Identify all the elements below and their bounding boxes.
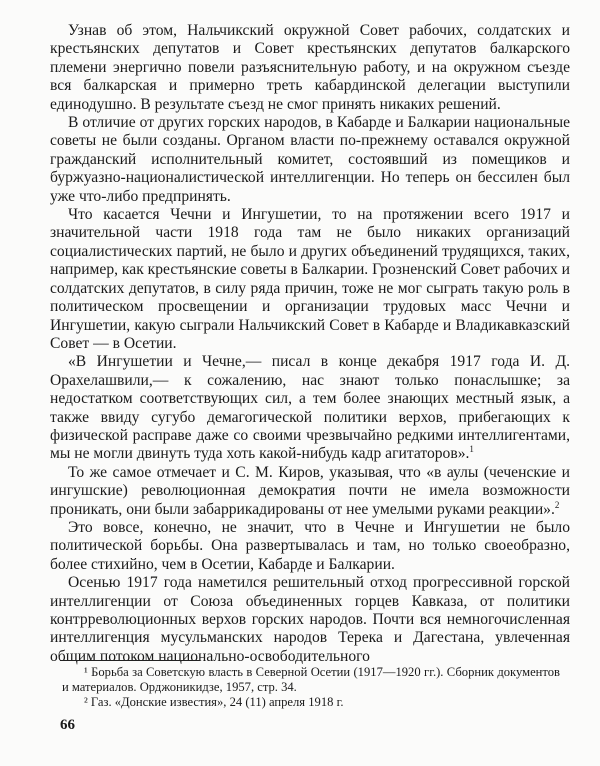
- page-number: 66: [60, 717, 75, 733]
- main-text: [50, 22, 570, 666]
- paragraph-text: «В Ингушетии и Чечне,— писал в конце декабря 1917 года И. Д. Орахелашвили,— к сожалению, нас знают только понаслышке; за недостатком соответствующих сил, а тем более знающих местный язык, а также ввиду сугубо демагогической политики верхов, прибегающих к физической расправе даже со своими чрезвычайно редкими интеллигентами, мы не могли двинуть туда хоть какой-нибудь кадр агитаторов».: [50, 353, 570, 463]
- footnote-mark: 2: [554, 499, 560, 510]
- paragraph: Это вовсе, конечно, не значит, что в Чечне и Ингушетии не было политической борьбы. Она развертывалась и там, но только своеобразно, более стихийно, чем в Осетии, Кабарде и Балкарии.: [50, 518, 570, 573]
- paragraph-with-note-2: [50, 464, 570, 519]
- footnote: ¹ Борьба за Советскую власть в Северной Осетии (1917—1920 гг.). Сборник документов и материалов. Орджоникидзе, 1957, стр. 34.: [62, 665, 560, 694]
- footnotes: [62, 665, 560, 710]
- paragraph: В отличие от других горских народов, в Кабарде и Балкарии национальные советы не были созданы. Органом власти по-прежнему оставался окружной гражданский исполнительный комитет, состоявший из помещиков и буржуазно-националистической интеллигенции. Но теперь он бессилен был уже что-либо предпринять.: [50, 114, 570, 205]
- paragraph: Осенью 1917 года наметился решительный отход прогрессивной горской интеллигенции от Союза объединенных горцев Кавказа, от политики контрреволюционных верхов горских народов. Почти вся немногочисленная интеллигенция мусульманских народов Терека и Дагестана, увлеченная общим потоком национально-освободительного: [50, 574, 570, 665]
- footnote: ² Газ. «Донские известия», 24 (11) апреля 1918 г.: [84, 695, 344, 709]
- paragraph: Узнав об этом, Нальчикский окружной Совет рабочих, солдатских и крестьянских депутатов и Совет крестьянских депутатов балкарского племени энергично повели разъяснительную работу, и на окружном съезде вся балкарская и примерно треть кабардинской делегации выступили единодушно. В результате съезд не смог принять никаких решений.: [50, 22, 570, 113]
- paragraph: Что касается Чечни и Ингушетии, то на протяжении всего 1917 и значительной части 1918 года там не было никаких организаций социалистических партий, не было и других объединений трудящихся, таких, например, как крестьянские советы в Балкарии. Грозненский Совет рабочих и солдатских депутатов, в силу ряда причин, тоже не мог сыграть такую роль в политическом просвещении и организации трудовых масс Чечни и Ингушетии, какую сыграли Нальчикский Совет в Кабарде и Владикавказский Совет — в Осетии.: [50, 206, 570, 352]
- footnote-divider: [60, 660, 200, 661]
- paragraph-text: То же самое отмечает и С. М. Киров, указывая, что «в аулы (чеченские и ингушские) революционная демократия почти не имела возможности проникать, они были забаррикадированы от нее умелыми руками реакции».: [50, 463, 570, 518]
- footnote-mark: 1: [469, 444, 474, 455]
- paragraph-with-note-1: [50, 353, 570, 463]
